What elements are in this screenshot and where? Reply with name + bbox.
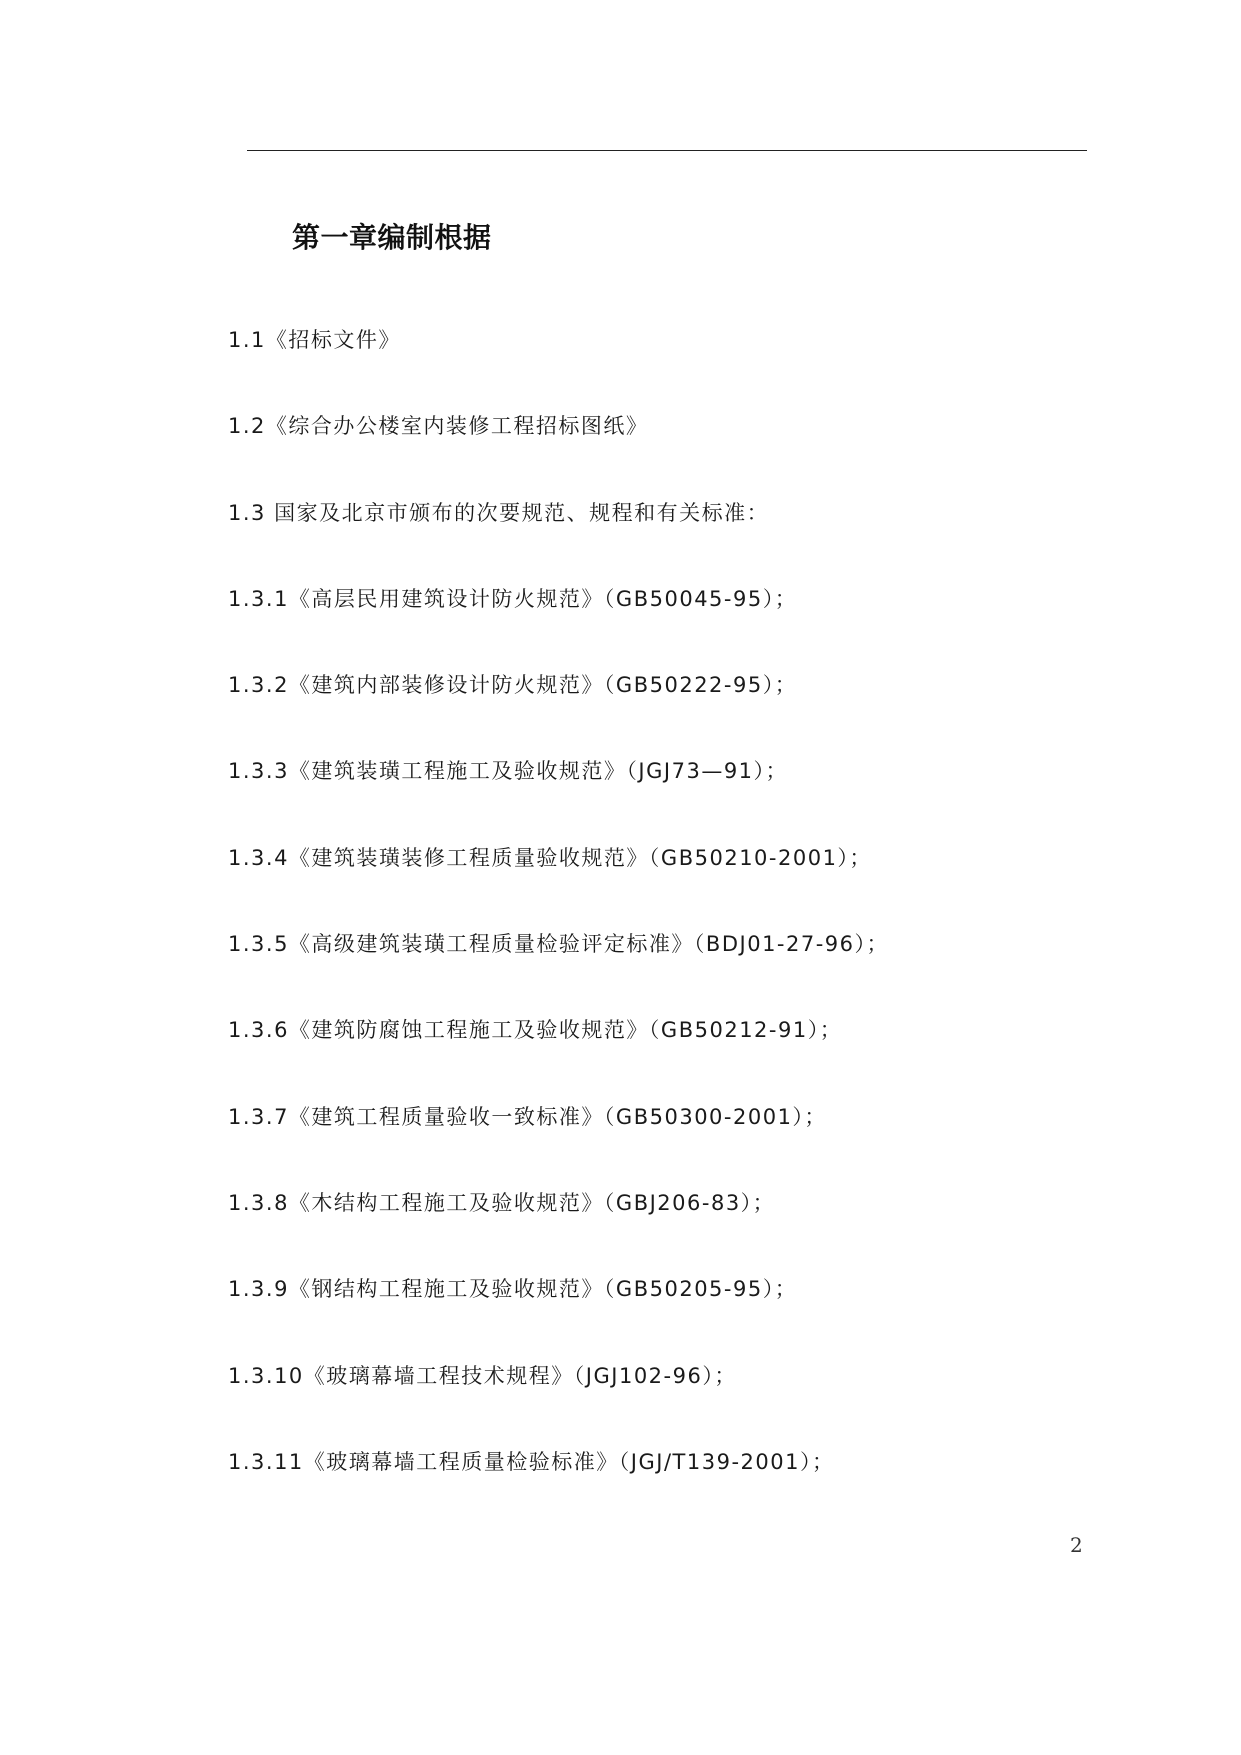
list-item: 1.3.3《建筑装璜工程施工及验收规范》（JGJ73—91）； (228, 759, 789, 784)
list-item: 1.3.8《木结构工程施工及验收规范》（GBJ206-83）； (228, 1190, 776, 1215)
list-item: 1.3.1《高层民用建筑设计防火规范》（GB50045-95）； (228, 586, 798, 611)
list-item: 1.3.4《建筑装璜装修工程质量验收规范》（GB50210-2001）； (228, 845, 872, 870)
list-item: 1.3.7《建筑工程质量验收一致标准》（GB50300-2001）； (228, 1104, 827, 1129)
list-item: 1.3.2《建筑内部装修设计防火规范》（GB50222-95）； (228, 673, 798, 698)
header-rule (247, 150, 1087, 151)
list-item: 1.3.6《建筑防腐蚀工程施工及验收规范》（GB50212-91）； (228, 1018, 843, 1043)
chapter-title: 第一章编制根据 (292, 221, 492, 254)
page-number: 2 (1070, 1533, 1083, 1557)
list-item: 1.3.10《玻璃幕墙工程技术规程》（JGJ102-96）； (228, 1363, 737, 1388)
list-item: 1.3.9《钢结构工程施工及验收规范》（GB50205-95）； (228, 1277, 798, 1302)
list-item: 1.3 国家及北京市颁布的次要规范、规程和有关标准： (228, 500, 770, 525)
list-item: 1.2《综合办公楼室内装修工程招标图纸》 (228, 414, 649, 439)
reference-list (228, 320, 1108, 1528)
list-item: 1.3.11《玻璃幕墙工程质量检验标准》（JGJ/T139-2001）； (228, 1449, 835, 1474)
list-item: 1.3.5《高级建筑装璜工程质量检验评定标准》（BDJ01-27-96）； (228, 932, 890, 957)
list-item: 1.1《招标文件》 (228, 328, 401, 352)
